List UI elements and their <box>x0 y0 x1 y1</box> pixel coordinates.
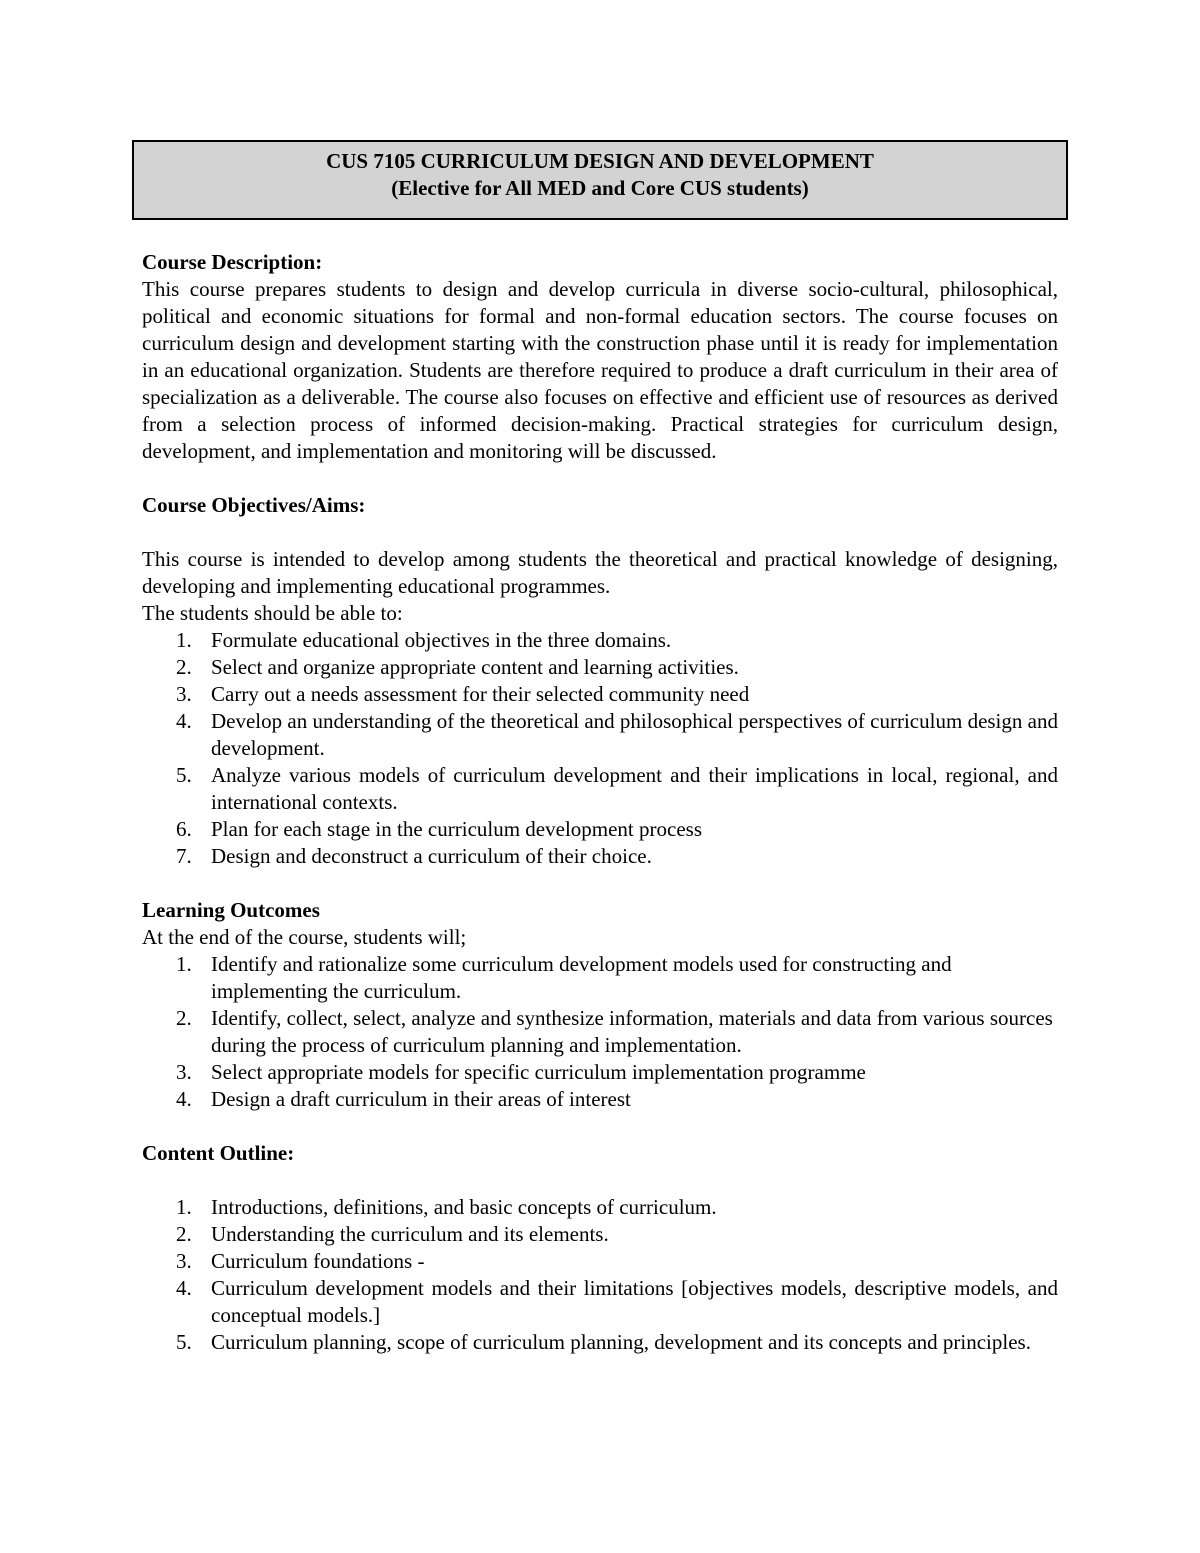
list-number: 1. <box>176 628 192 652</box>
list-text: Plan for each stage in the curriculum development process <box>211 817 702 841</box>
list-number: 2. <box>176 1006 192 1030</box>
list-item <box>142 1005 1058 1059</box>
course-title: CUS 7105 CURRICULUM DESIGN AND DEVELOPMENT <box>326 149 874 173</box>
outline-list <box>142 1194 1058 1356</box>
objectives-intro: This course is intended to develop among students the theoretical and practical knowledge of designing, developing and implementing educational programmes. <box>142 547 1058 598</box>
list-number: 2. <box>176 655 192 679</box>
list-number: 3. <box>176 1249 192 1273</box>
list-item <box>142 681 1058 708</box>
title-box <box>132 140 1068 220</box>
list-item <box>142 1221 1058 1248</box>
list-item <box>142 951 1058 1005</box>
list-number: 4. <box>176 1276 192 1300</box>
list-text: Carry out a needs assessment for their selected community need <box>211 682 750 706</box>
list-item <box>142 708 1058 762</box>
outline-heading: Content Outline: <box>142 1141 295 1165</box>
outcomes-list <box>142 951 1058 1113</box>
list-item <box>142 1275 1058 1329</box>
document-body <box>142 249 1058 1356</box>
list-text: Curriculum foundations - <box>211 1249 425 1273</box>
list-text: Develop an understanding of the theoretical and philosophical perspectives of curriculum design and development. <box>211 709 1058 760</box>
list-number: 1. <box>176 952 192 976</box>
outcomes-heading: Learning Outcomes <box>142 898 320 922</box>
list-number: 4. <box>176 1087 192 1111</box>
objectives-lead: The students should be able to: <box>142 601 403 625</box>
list-text: Identify, collect, select, analyze and synthesize information, materials and data from various sources during the process of curriculum planning and implementation. <box>211 1006 1053 1057</box>
list-number: 3. <box>176 1060 192 1084</box>
description-heading: Course Description: <box>142 250 323 274</box>
list-item <box>142 762 1058 816</box>
list-text: Understanding the curriculum and its elements. <box>211 1222 609 1246</box>
course-subtitle: (Elective for All MED and Core CUS students) <box>391 176 809 200</box>
list-item <box>142 1329 1058 1356</box>
list-item <box>142 1059 1058 1086</box>
list-number: 2. <box>176 1222 192 1246</box>
outcomes-lead: At the end of the course, students will; <box>142 925 467 949</box>
list-item <box>142 816 1058 843</box>
list-text: Select appropriate models for specific curriculum implementation programme <box>211 1060 866 1084</box>
list-number: 1. <box>176 1195 192 1219</box>
list-text: Curriculum development models and their limitations [objectives models, descriptive models, and conceptual models.] <box>211 1276 1058 1327</box>
list-text: Select and organize appropriate content and learning activities. <box>211 655 739 679</box>
list-text: Formulate educational objectives in the three domains. <box>211 628 672 652</box>
list-number: 7. <box>176 844 192 868</box>
list-number: 6. <box>176 817 192 841</box>
list-item <box>142 1194 1058 1221</box>
list-number: 3. <box>176 682 192 706</box>
objectives-heading: Course Objectives/Aims: <box>142 493 366 517</box>
list-text: Design a draft curriculum in their areas of interest <box>211 1087 631 1111</box>
list-text: Analyze various models of curriculum development and their implications in local, regional, and international contexts. <box>211 763 1058 814</box>
list-number: 5. <box>176 763 192 787</box>
list-text: Identify and rationalize some curriculum development models used for constructing and implementing the curriculum. <box>211 952 952 1003</box>
list-item <box>142 1248 1058 1275</box>
objectives-list <box>142 627 1058 870</box>
list-item <box>142 843 1058 870</box>
list-text: Curriculum planning, scope of curriculum planning, development and its concepts and principles. <box>211 1330 1031 1354</box>
list-item <box>142 1086 1058 1113</box>
description-text: This course prepares students to design and develop curricula in diverse socio-cultural, philosophical, political and economic situations for formal and non-formal education sectors. The course focuses on curriculum design and development starting with the construction phase until it is ready for implementation in an educational organization. Students are therefore required to produce a draft curriculum in their area of specialization as a deliverable. The course also focuses on effective and efficient use of resources as derived from a selection process of informed decision-making. Practical strategies for curriculum design, development, and implementation and monitoring will be discussed. <box>142 277 1058 463</box>
list-number: 5. <box>176 1330 192 1354</box>
list-text: Introductions, definitions, and basic concepts of curriculum. <box>211 1195 717 1219</box>
list-number: 4. <box>176 709 192 733</box>
list-text: Design and deconstruct a curriculum of their choice. <box>211 844 652 868</box>
list-item <box>142 627 1058 654</box>
list-item <box>142 654 1058 681</box>
